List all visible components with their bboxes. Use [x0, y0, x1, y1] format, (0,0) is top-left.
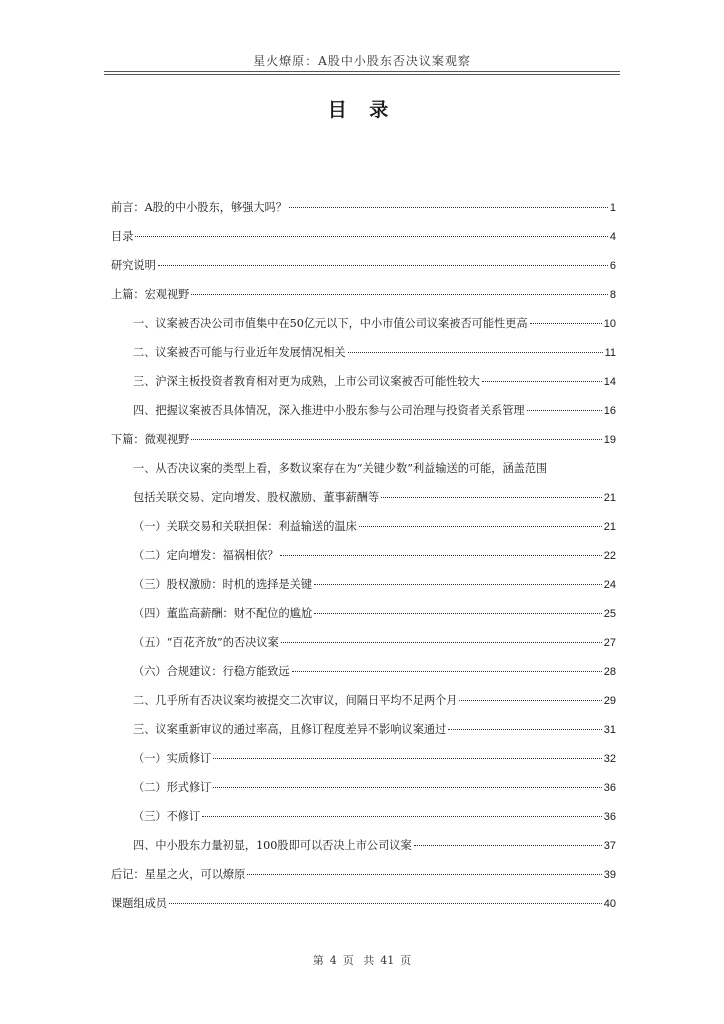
- toc-leader-dots: [530, 323, 602, 324]
- toc-entry-label: 上篇：宏观视野: [111, 288, 190, 301]
- toc-leader-dots: [191, 294, 608, 295]
- toc-page-number: 6: [609, 260, 616, 272]
- toc-leader-dots: [280, 555, 601, 556]
- toc-entry-section[interactable]: [111, 831, 616, 860]
- toc-page-number: 19: [603, 434, 616, 446]
- toc-entry-label: （四）董监高薪酬：财不配位的尴尬: [133, 607, 313, 620]
- toc-page-number: 32: [603, 753, 616, 765]
- toc-entry-section[interactable]: [111, 715, 616, 744]
- toc-page-number: 25: [603, 608, 616, 620]
- toc-leader-dots: [527, 410, 602, 411]
- toc-page-number: 21: [603, 521, 616, 533]
- page-title: 目 录: [327, 99, 397, 121]
- toc-entry-part-one[interactable]: [111, 280, 616, 309]
- toc-entry-label: （三）不修订: [133, 810, 201, 823]
- toc-entry-team[interactable]: [111, 889, 616, 918]
- toc-leader-dots: [292, 671, 602, 672]
- toc-page-number: 8: [609, 289, 616, 301]
- toc-leader-dots: [482, 381, 602, 382]
- toc-entry-label: 课题组成员: [111, 897, 167, 910]
- toc-entry-section[interactable]: [111, 367, 616, 396]
- toc-entry-section[interactable]: [111, 338, 616, 367]
- toc-entry-part-two[interactable]: [111, 425, 616, 454]
- page-footer: [0, 952, 724, 968]
- toc-entry-subsection[interactable]: [111, 570, 616, 599]
- toc-entry-label: （五）“百花齐放”的否决议案: [133, 636, 279, 649]
- toc-entry-label: 下篇：微观视野: [111, 433, 190, 446]
- table-of-contents: [111, 193, 616, 918]
- toc-entry-subsection[interactable]: [111, 599, 616, 628]
- toc-entry-section[interactable]: [111, 309, 616, 338]
- toc-leader-dots: [448, 729, 601, 730]
- toc-entry-label: 三、沪深主板投资者教育相对更为成熟，上市公司议案被否可能性较大: [133, 375, 480, 388]
- toc-page-number: 11: [604, 347, 616, 359]
- toc-entry-label: （一）关联交易和关联担保：利益输送的温床: [133, 520, 357, 533]
- toc-entry-label: （一）实质修订: [133, 752, 212, 765]
- toc-entry-label: （二）定向增发：福祸相依？: [133, 549, 279, 562]
- toc-leader-dots: [191, 439, 601, 440]
- toc-entry-label-line1: 一、从否决议案的类型上看，多数议案存在为“关键少数”利益输送的可能，涵盖范围: [133, 462, 548, 475]
- toc-entry-subsection[interactable]: [111, 541, 616, 570]
- toc-leader-dots: [289, 207, 608, 208]
- toc-entry-label: 四、中小股东力量初显，100股即可以否决上市公司议案: [133, 839, 412, 852]
- toc-leader-dots: [281, 642, 602, 643]
- toc-leader-dots: [459, 700, 601, 701]
- toc-page-number: 10: [603, 318, 616, 330]
- footer-prefix: 第: [312, 954, 324, 967]
- toc-leader-dots: [158, 265, 608, 266]
- toc-entry-label: 前言：A股的中小股东，够强大吗？: [111, 201, 287, 214]
- toc-page-number: 14: [603, 376, 616, 388]
- toc-leader-dots: [213, 758, 601, 759]
- toc-page-number: 21: [603, 492, 616, 504]
- toc-entry-section-wrapped[interactable]: [111, 454, 616, 512]
- footer-suffix: 页: [400, 954, 412, 967]
- toc-entry-label: 一、议案被否决公司市值集中在50亿元以下，中小市值公司议案被否可能性更高: [133, 317, 528, 330]
- toc-entry-label: 三、议案重新审议的通过率高，且修订程度差异不影响议案通过: [133, 723, 447, 736]
- header-rule: [104, 71, 620, 75]
- toc-entry-label-line2: 包括关联交易、定向增发、股权激励、董事薪酬等: [133, 491, 380, 504]
- toc-entry-subsection[interactable]: [111, 802, 616, 831]
- toc-leader-dots: [135, 236, 607, 237]
- toc-leader-dots: [169, 903, 602, 904]
- toc-entry-subsection[interactable]: [111, 744, 616, 773]
- toc-leader-dots: [213, 787, 601, 788]
- toc-page-number: 29: [603, 695, 616, 707]
- toc-page-number: 37: [603, 840, 616, 852]
- toc-entry-subsection[interactable]: [111, 628, 616, 657]
- toc-leader-dots: [381, 497, 602, 498]
- toc-page-number: 22: [603, 550, 616, 562]
- toc-entry-label: （三）股权激励：时机的选择是关键: [133, 578, 313, 591]
- toc-entry-label: 后记：星星之火，可以燎原: [111, 868, 246, 881]
- toc-leader-dots: [414, 845, 602, 846]
- toc-entry-preface[interactable]: [111, 193, 616, 222]
- toc-page-number: 4: [609, 231, 616, 243]
- footer-current-page: 4: [329, 954, 337, 967]
- toc-leader-dots: [359, 526, 602, 527]
- toc-entry-subsection[interactable]: [111, 512, 616, 541]
- toc-entry-subsection[interactable]: [111, 773, 616, 802]
- toc-leader-dots: [202, 816, 602, 817]
- toc-page-number: 36: [603, 782, 616, 794]
- toc-entry-label: 四、把握议案被否具体情况，深入推进中小股东参与公司治理与投资者关系管理: [133, 404, 525, 417]
- toc-page-number: 16: [603, 405, 616, 417]
- toc-entry-label: 目录: [111, 230, 134, 243]
- toc-page-number: 28: [603, 666, 616, 678]
- toc-entry-section[interactable]: [111, 396, 616, 425]
- toc-entry-label: （六）合规建议：行稳方能致远: [133, 665, 290, 678]
- toc-entry-label: 二、议案被否可能与行业近年发展情况相关: [133, 346, 346, 359]
- toc-page-number: 24: [603, 579, 616, 591]
- toc-leader-dots: [314, 613, 602, 614]
- toc-page-number: 36: [603, 811, 616, 823]
- running-header: 星火燎原：A股中小股东否决议案观察: [253, 54, 471, 68]
- toc-entry-afterword[interactable]: [111, 860, 616, 889]
- toc-entry-research-notes[interactable]: [111, 251, 616, 280]
- footer-total-pages: 41: [380, 954, 395, 967]
- toc-leader-dots: [348, 352, 603, 353]
- toc-entry-section[interactable]: [111, 686, 616, 715]
- toc-page-number: 31: [603, 724, 616, 736]
- toc-page-number: 40: [603, 898, 616, 910]
- footer-mid: 页: [342, 954, 354, 967]
- footer-total-prefix: 共: [363, 954, 375, 967]
- toc-entry-contents[interactable]: [111, 222, 616, 251]
- toc-page-number: 1: [609, 202, 616, 214]
- toc-leader-dots: [247, 874, 601, 875]
- toc-entry-subsection[interactable]: [111, 657, 616, 686]
- toc-entry-label: （二）形式修订: [133, 781, 212, 794]
- toc-page-number: 27: [603, 637, 616, 649]
- toc-entry-label: 二、几乎所有否决议案均被提交二次审议，间隔日平均不足两个月: [133, 694, 458, 707]
- toc-leader-dots: [314, 584, 602, 585]
- toc-entry-label: 研究说明: [111, 259, 156, 272]
- toc-page-number: 39: [603, 869, 616, 881]
